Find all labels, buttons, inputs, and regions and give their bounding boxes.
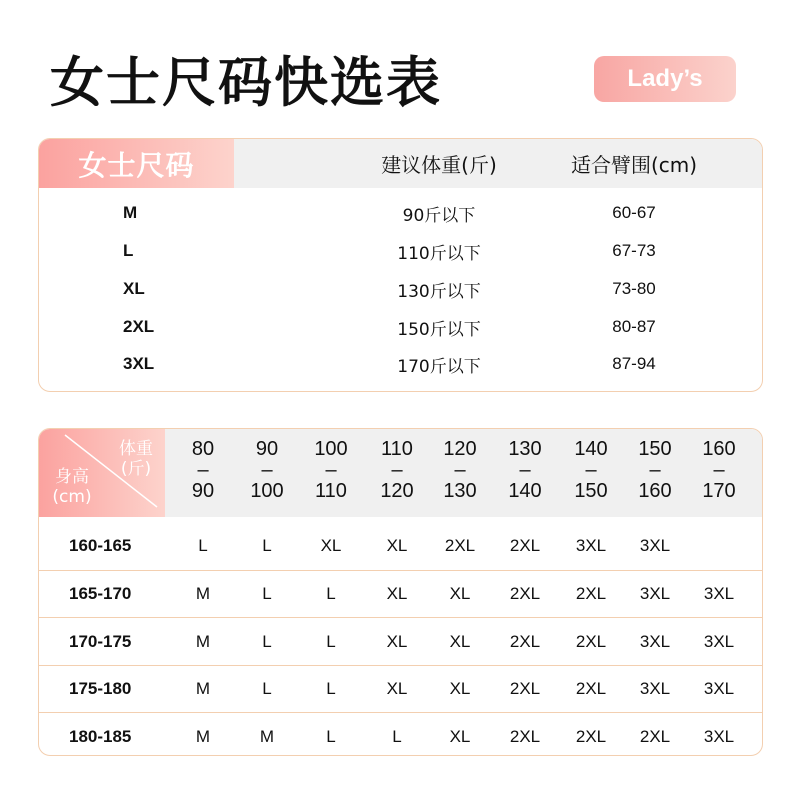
weight-range-separator: – [391,459,403,481]
size-cell: 3XL [575,535,607,555]
size-cell: 3XL [639,679,671,698]
table2-corner-cell [39,429,165,517]
table1-row [39,345,762,383]
size-cell: XL [449,679,471,698]
weight-range-from: 160 [702,438,736,460]
weight-range-from: 140 [574,438,608,460]
size-cell: L [262,679,272,698]
corner-weight-label: 体重 [119,439,153,459]
size-cell: XL [386,535,408,555]
weight-cell: 170斤以下 [397,356,481,377]
size-cell: 2XL [509,679,541,698]
page-title: 女士尺码快选表 [50,51,442,114]
table2-row [39,522,762,569]
size-cell: L [262,584,272,603]
size-cell: XL [449,631,471,651]
size-cell: M [259,726,275,746]
size-cell: XL [320,535,342,555]
weight-range-separator: – [261,459,273,481]
size-cell: 2XL [639,726,671,746]
size-cell: L [326,631,336,651]
table2-header [39,429,762,517]
weight-cell: 150斤以下 [397,319,481,340]
weight-range-separator: – [649,459,661,481]
height-range-cell: 170-175 [69,631,132,651]
weight-range-from: 110 [381,438,413,460]
table2-row [39,617,762,664]
weight-range-separator: – [325,459,337,481]
size-cell [689,522,749,569]
size-cell: 2XL [575,584,607,603]
table1-header-size: 女士尺码 [39,139,234,188]
size-cell: L [326,726,336,746]
weight-range-to: 140 [508,480,542,502]
size-cell: 3XL [703,631,735,651]
size-cell: XL [449,584,471,603]
size-cell: XL [386,679,408,698]
size-cell: L [326,584,336,603]
weight-cell: 130斤以下 [397,281,481,302]
corner-weight-unit: (斤) [120,459,152,479]
weight-range-separator: – [454,459,466,481]
size-cell: M [195,631,211,651]
weight-range-header [689,439,749,502]
weight-range-header [301,439,361,502]
weight-range-to: 150 [574,480,608,502]
size-cell: XL [386,584,408,603]
height-range-cell: 175-180 [69,679,132,698]
table1-row [39,232,762,270]
corner-height-label: 身高 [55,467,89,487]
size-cell: XL [386,631,408,651]
arm-cell: 87-94 [612,354,656,373]
size-cell: L [262,535,272,555]
weight-range-separator: – [197,459,209,481]
height-range-cell: 160-165 [69,535,132,555]
table1-header-arm: 适合臂围(cm) [570,153,698,177]
size-weight-arm-table [38,138,763,392]
arm-cell: 67-73 [612,241,656,260]
table1-row [39,308,762,346]
arm-cell: 80-87 [612,317,656,336]
weight-range-from: 150 [638,438,672,460]
weight-range-from: 90 [255,438,279,460]
size-cell: 3XL [703,726,735,746]
weight-range-to: 170 [702,480,736,502]
size-cell: 2XL [509,584,541,603]
weight-range-from: 80 [191,438,215,460]
size-cell: 2XL [444,535,476,555]
weight-cell: 110斤以下 [397,243,481,264]
table1-row [39,270,762,308]
size-cell: 3XL [639,535,671,555]
size-cell: 2XL [509,726,541,746]
size-cell: 3XL [703,679,735,698]
weight-range-to: 110 [315,480,347,502]
size-cell: 2XL [575,679,607,698]
corner-height-unit: (cm) [52,487,92,507]
size-cell: XL [449,726,471,746]
arm-cell: 60-67 [612,203,656,222]
weight-range-separator: – [713,459,725,481]
weight-range-to: 160 [638,480,672,502]
size-cell: 2XL [123,317,155,336]
size-cell: L [262,631,272,651]
size-cell: 3XL [639,584,671,603]
size-cell: L [123,241,134,260]
weight-range-separator: – [585,459,597,481]
size-cell: M [195,679,211,698]
weight-range-header [173,439,233,502]
height-range-cell: 180-185 [69,726,132,746]
size-cell: M [123,203,138,222]
size-cell: 2XL [509,535,541,555]
size-cell: 2XL [509,631,541,651]
weight-range-header [495,439,555,502]
size-cell: 2XL [575,726,607,746]
weight-range-header [561,439,621,502]
weight-range-header [430,439,490,502]
lady-badge: Lady’s [594,56,736,102]
weight-cell: 90斤以下 [402,205,476,226]
size-cell: L [326,679,336,698]
weight-range-from: 100 [314,438,348,460]
size-cell: 3XL [703,584,735,603]
size-cell: L [198,535,208,555]
weight-range-to: 100 [250,480,284,502]
weight-range-from: 130 [508,438,542,460]
table2-row [39,570,762,617]
weight-range-header [367,439,427,502]
weight-range-separator: – [519,459,531,481]
weight-range-to: 120 [380,480,414,502]
weight-range-to: 130 [443,480,477,502]
height-range-cell: 165-170 [69,584,132,603]
weight-range-to: 90 [191,480,215,502]
height-weight-size-grid [38,428,763,756]
table2-row [39,665,762,712]
size-cell: M [195,584,211,603]
size-cell: 2XL [575,631,607,651]
size-cell: 3XL [639,631,671,651]
size-cell: XL [123,279,145,298]
arm-cell: 73-80 [612,279,656,298]
size-cell: L [392,726,402,746]
weight-range-header [237,439,297,502]
weight-range-header [625,439,685,502]
table1-header-weight: 建议体重(斤) [381,153,497,177]
weight-range-from: 120 [443,438,477,460]
table1-row [39,194,762,232]
size-cell: 3XL [123,354,155,373]
table2-row [39,712,762,756]
table1-header [39,139,762,188]
size-cell: M [195,726,211,746]
